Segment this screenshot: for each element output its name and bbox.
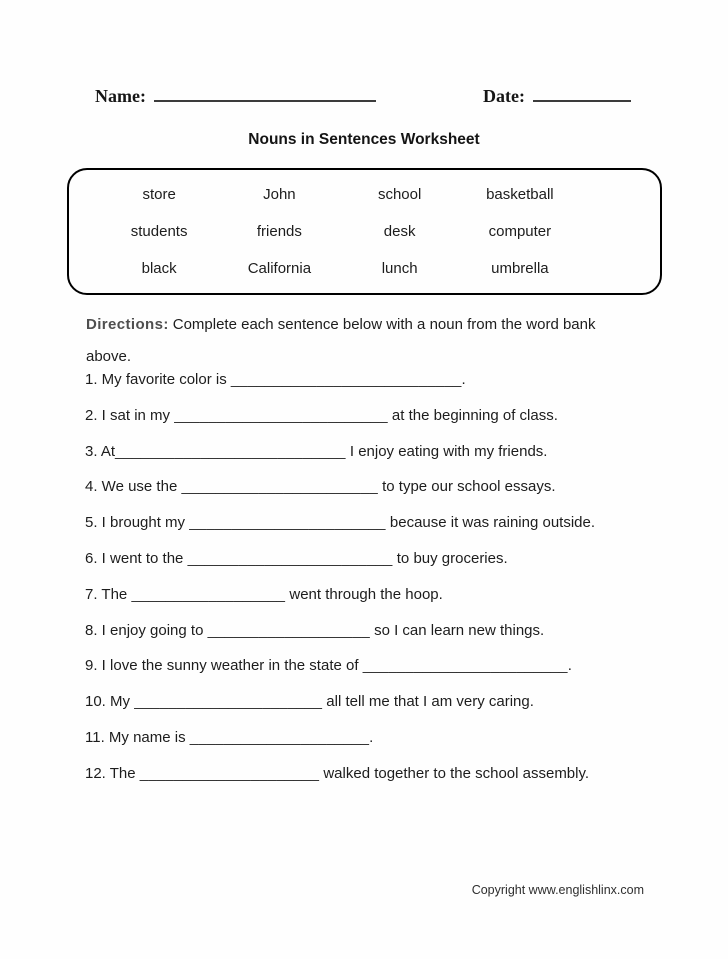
sentence-text-before: I love the sunny weather in the state of [97, 657, 363, 675]
sentence-number: 7. [85, 585, 98, 603]
sentence-number: 4. [85, 478, 98, 496]
sentence-text-before: My [105, 693, 135, 711]
word-bank-row [99, 223, 580, 240]
date-label: Date: [483, 86, 525, 106]
word-bank-word: school [377, 186, 422, 203]
fill-in-blank: _____________________ [139, 764, 320, 782]
sentence-text-before: I sat in my [97, 406, 175, 424]
sentence-text-after: I enjoy eating with my friends. [345, 442, 548, 460]
sentence-list [85, 370, 698, 800]
directions-text: Complete each sentence below with a noun from the word bank above. [86, 316, 596, 365]
sentence-number: 3. [85, 442, 98, 460]
sentence-item [85, 656, 698, 676]
word-bank-word: desk [383, 223, 416, 240]
word-bank-word: California [247, 260, 312, 277]
sentence-text-after: all tell me that I am very caring. [322, 693, 534, 711]
directions [86, 309, 638, 373]
sentence-text-after: . [369, 728, 374, 746]
word-bank-word: black [141, 260, 177, 277]
word-bank-word: John [263, 186, 296, 203]
word-bank-word: basketball [486, 186, 554, 203]
sentence-item [85, 406, 698, 426]
sentence-text-before: We use the [97, 478, 182, 496]
word-bank-row [99, 186, 580, 203]
word-bank-word: umbrella [491, 260, 549, 277]
sentence-item [85, 764, 698, 784]
sentence-text-before: The [105, 764, 140, 782]
sentence-text-after: so I can learn new things. [369, 621, 545, 639]
sentence-number: 5. [85, 514, 98, 532]
sentence-number: 11. [85, 728, 105, 746]
sentence-text-before: I brought my [97, 514, 190, 532]
sentence-text-before: I enjoy going to [97, 621, 208, 639]
sentence-text-after: at the beginning of class. [387, 406, 558, 424]
fill-in-blank: _______________________ [189, 514, 386, 532]
sentence-text-before: I went to the [97, 549, 188, 567]
sentence-number: 12. [85, 764, 106, 782]
directions-label: Directions: [86, 316, 169, 333]
copyright-notice: Copyright www.englishlinx.com [471, 883, 644, 897]
sentence-item [85, 728, 698, 748]
sentence-text-before: My name is [104, 728, 190, 746]
sentence-item [85, 477, 698, 497]
sentence-text-after: to type our school essays. [377, 478, 556, 496]
sentence-number: 10. [85, 693, 106, 711]
sentence-text-before: The [97, 585, 132, 603]
word-bank-row [99, 260, 580, 277]
fill-in-blank: ________________________ [362, 657, 568, 675]
fill-in-blank: ______________________ [134, 693, 323, 711]
fill-in-blank: _____________________ [189, 728, 370, 746]
sentence-text-after: went through the hoop. [285, 585, 443, 603]
sentence-number: 9. [85, 657, 98, 675]
name-label: Name: [95, 86, 146, 106]
fill-in-blank: ________________________ [187, 549, 393, 567]
sentence-text-after: . [461, 371, 466, 388]
fill-in-blank: ___________________________ [230, 371, 462, 388]
sentence-text-before: At [97, 442, 116, 460]
sentence-item [85, 370, 698, 390]
sentence-item [85, 442, 698, 462]
sentence-item [85, 513, 698, 533]
page-title: Nouns in Sentences Worksheet [248, 131, 480, 148]
word-bank-word: computer [488, 223, 552, 240]
fill-in-blank: __________________ [131, 585, 286, 603]
word-bank-word: lunch [381, 260, 418, 277]
word-bank-word: store [142, 186, 176, 203]
sentence-text-after: . [567, 657, 572, 675]
sentence-text-after: walked together to the school assembly. [319, 764, 590, 782]
sentence-item [85, 621, 698, 641]
header [95, 84, 633, 110]
date-field [483, 84, 631, 107]
sentence-text-after: because it was raining outside. [385, 514, 596, 532]
word-bank-box [67, 168, 662, 295]
word-bank-word: friends [256, 223, 302, 240]
fill-in-blank: _________________________ [174, 406, 388, 424]
sentence-number: 1. [85, 371, 98, 388]
name-blank-line [154, 84, 376, 102]
sentence-number: 8. [85, 621, 98, 639]
sentence-text-after: to buy groceries. [392, 549, 508, 567]
word-bank-word: students [130, 223, 188, 240]
sentence-number: 6. [85, 549, 98, 567]
fill-in-blank: ___________________ [207, 621, 370, 639]
sentence-text-before: My favorite color is [97, 371, 231, 388]
sentence-item [85, 549, 698, 569]
name-field [95, 84, 376, 107]
fill-in-blank: ___________________________ [115, 442, 346, 460]
sentence-item [85, 692, 698, 712]
sentence-number: 2. [85, 406, 98, 424]
sentence-item [85, 585, 698, 605]
date-blank-line [533, 84, 631, 102]
fill-in-blank: _______________________ [181, 478, 378, 496]
